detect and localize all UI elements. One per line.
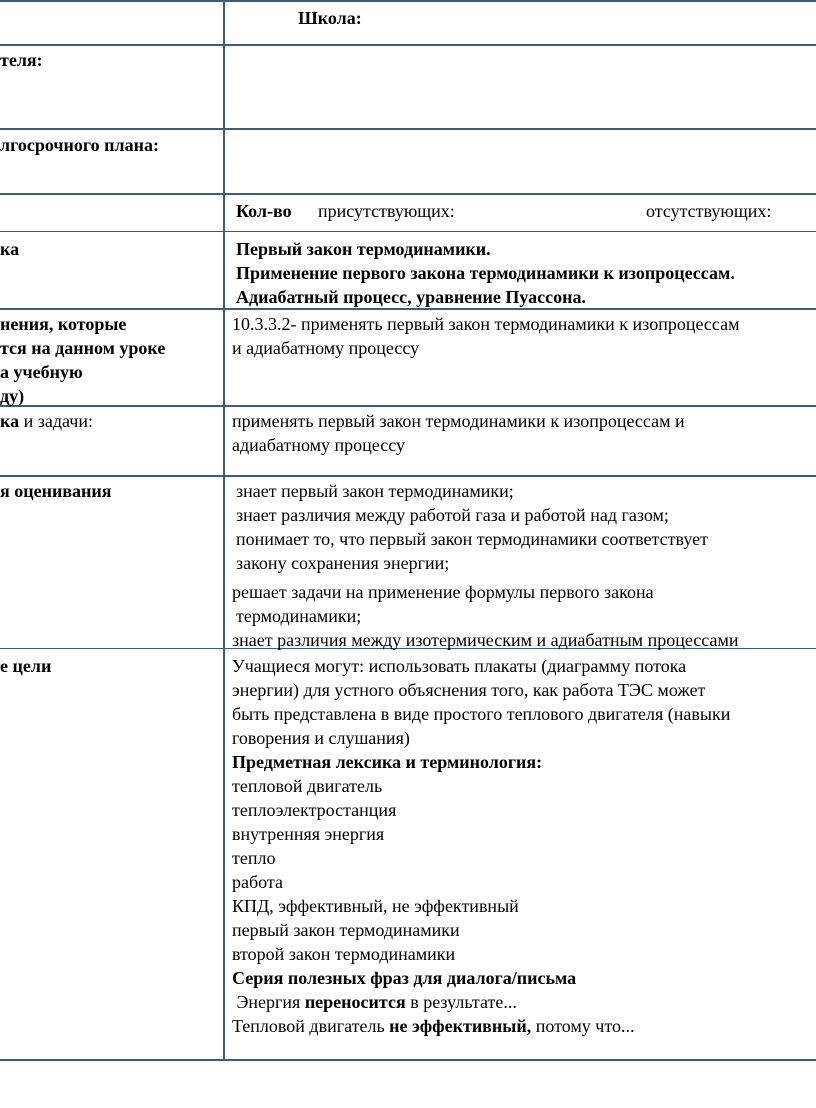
criteria-line: термодинамики; bbox=[236, 606, 362, 626]
criteria-line: знает различия между изотермическим и адиабатным процессами bbox=[232, 630, 739, 650]
row-divider bbox=[0, 405, 816, 407]
language-goal-line: энергии) для устного объяснения того, как работа ТЭС может bbox=[232, 680, 706, 700]
vocabulary-item: первый закон термодинамики bbox=[232, 920, 460, 940]
long-plan-label: лгосрочного плана: bbox=[0, 135, 159, 155]
phrase-text: в результате... bbox=[405, 992, 517, 1012]
objectives-label-line: ду) bbox=[0, 386, 25, 406]
language-goal-line: Учащиеся могут: использовать плакаты (диаграмму потока bbox=[232, 656, 687, 676]
attendance-absent-label: отсутствующих: bbox=[646, 201, 772, 221]
attendance-count-label: Кол-во bbox=[236, 201, 292, 221]
criteria-line: понимает то, что первый закон термодинамики соответствует bbox=[236, 529, 708, 549]
phrase-text: Тепловой двигатель bbox=[232, 1016, 390, 1036]
row-divider bbox=[0, 475, 816, 477]
criteria-line: решает задачи на применение формулы первого закона bbox=[232, 582, 654, 602]
table-border-top bbox=[0, 0, 816, 2]
vocabulary-item: внутренняя энергия bbox=[232, 824, 385, 844]
vocabulary-item: КПД, эффективный, не эффективный bbox=[232, 896, 519, 916]
objectives-label-line: нения, которые bbox=[0, 314, 127, 334]
objective-line: 10.3.3.2- применять первый закон термодинамики к изопроцессам bbox=[232, 314, 740, 334]
row-divider bbox=[0, 193, 816, 195]
useful-phrase bbox=[232, 990, 517, 1014]
vocabulary-heading: Предметная лексика и терминология: bbox=[232, 752, 543, 772]
useful-phrase bbox=[232, 1014, 634, 1038]
criteria-line: знает первый закон термодинамики; bbox=[236, 481, 514, 501]
topic-line: Применение первого закона термодинамики к изопроцессам. bbox=[236, 263, 735, 283]
criteria-line: знает различия между работой газа и работой над газом; bbox=[236, 505, 669, 525]
teacher-label: теля: bbox=[0, 50, 43, 70]
phrase-text: Энергия bbox=[232, 992, 305, 1012]
attendance-present-label: присутствующих: bbox=[318, 201, 455, 221]
aims-line: адиабатному процессу bbox=[232, 435, 405, 455]
topic-line: Первый закон термодинамики. bbox=[236, 239, 491, 259]
language-goals-label: е цели bbox=[0, 656, 52, 676]
row-divider bbox=[0, 231, 816, 232]
vocabulary-item: теплоэлектростанция bbox=[232, 800, 397, 820]
aims-label bbox=[0, 409, 93, 433]
vocabulary-item: тепло bbox=[232, 848, 276, 868]
phrase-text: потому что... bbox=[531, 1016, 635, 1036]
table-border-bottom bbox=[0, 1059, 816, 1061]
row-divider bbox=[0, 44, 816, 46]
vocabulary-item: второй закон термодинамики bbox=[232, 944, 456, 964]
vocabulary-item: работа bbox=[232, 872, 283, 892]
aims-label-bold: ка bbox=[0, 411, 20, 431]
criteria-line: закону сохранения энергии; bbox=[236, 553, 450, 573]
objectives-label-line: а учебную bbox=[0, 362, 83, 382]
school-label: Школа: bbox=[298, 8, 362, 28]
topic-line: Адиабатный процесс, уравнение Пуассона. bbox=[236, 287, 587, 307]
phrases-heading: Серия полезных фраз для диалога/письма bbox=[232, 968, 577, 988]
column-divider bbox=[223, 0, 225, 1060]
criteria-label: я оценивания bbox=[0, 481, 112, 501]
objective-line: и адиабатному процессу bbox=[232, 338, 420, 358]
language-goal-line: быть представлена в виде простого теплового двигателя (навыки bbox=[232, 704, 731, 724]
phrase-keyword: переносится bbox=[304, 992, 406, 1012]
aims-line: применять первый закон термодинамики к изопроцессам и bbox=[232, 411, 685, 431]
topic-label: ка bbox=[0, 239, 20, 259]
row-divider bbox=[0, 128, 816, 130]
phrase-keyword: не эффективный, bbox=[389, 1016, 532, 1036]
aims-label-rest: и задачи: bbox=[19, 411, 93, 431]
language-goal-line: говорения и слушания) bbox=[232, 728, 410, 748]
objectives-label-line: тся на данном уроке bbox=[0, 338, 166, 358]
vocabulary-item: тепловой двигатель bbox=[232, 776, 383, 796]
